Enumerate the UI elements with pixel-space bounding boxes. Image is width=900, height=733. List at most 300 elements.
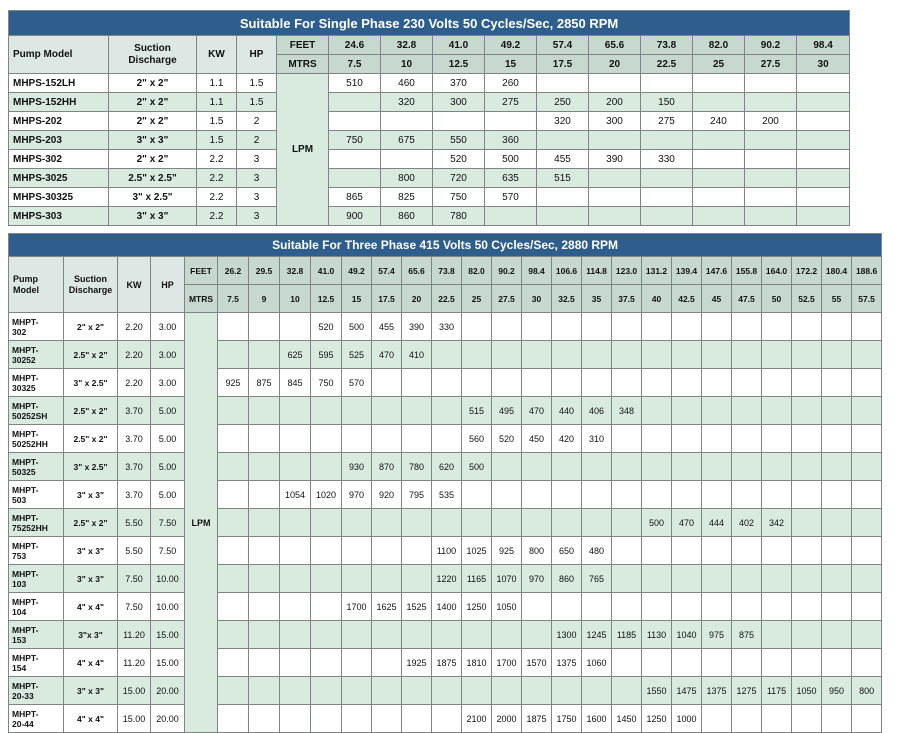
flow-cell: 1275 <box>732 677 762 705</box>
flow-cell <box>311 621 342 649</box>
table-row <box>9 509 882 537</box>
feet-value: 90.2 <box>492 257 522 285</box>
pump-model-cell: MHPS-203 <box>9 131 109 150</box>
suction-discharge-cell: 2" x 2" <box>109 74 197 93</box>
mtrs-value: 25 <box>462 285 492 313</box>
hp-cell: 1.5 <box>237 93 277 112</box>
flow-cell: 975 <box>702 621 732 649</box>
flow-cell <box>612 369 642 397</box>
flow-cell <box>432 705 462 733</box>
suction-discharge-cell: 2" x 2" <box>109 150 197 169</box>
flow-cell: 330 <box>641 150 693 169</box>
flow-cell <box>612 313 642 341</box>
flow-cell <box>762 425 792 453</box>
flow-cell <box>280 677 311 705</box>
flow-cell <box>280 453 311 481</box>
flow-cell <box>642 649 672 677</box>
suction-discharge-cell: 2" x 2" <box>64 313 118 341</box>
col-kw: KW <box>118 257 151 313</box>
feet-label: FEET <box>277 36 329 55</box>
flow-cell: 2100 <box>462 705 492 733</box>
flow-cell <box>589 131 641 150</box>
pump-model-cell: MHPT- 153 <box>9 621 64 649</box>
feet-value: 131.2 <box>642 257 672 285</box>
flow-cell <box>582 593 612 621</box>
flow-cell <box>432 677 462 705</box>
feet-value: 155.8 <box>732 257 762 285</box>
flow-cell <box>522 453 552 481</box>
flow-cell <box>342 565 372 593</box>
flow-cell <box>852 565 882 593</box>
flow-cell <box>762 705 792 733</box>
flow-cell <box>522 481 552 509</box>
flow-cell: 1400 <box>432 593 462 621</box>
kw-cell: 3.70 <box>118 453 151 481</box>
flow-cell: 410 <box>402 341 432 369</box>
flow-cell <box>702 565 732 593</box>
flow-cell <box>641 188 693 207</box>
feet-value: 139.4 <box>672 257 702 285</box>
flow-cell <box>537 74 589 93</box>
three-phase-table <box>8 233 882 733</box>
flow-cell: 825 <box>381 188 433 207</box>
flow-cell: 550 <box>433 131 485 150</box>
flow-cell <box>732 369 762 397</box>
col-suction-discharge: Suction Discharge <box>109 36 197 74</box>
mtrs-value: 17.5 <box>537 55 589 74</box>
pump-model-cell: MHPT- 20-44 <box>9 705 64 733</box>
flow-cell <box>732 453 762 481</box>
flow-cell <box>218 453 249 481</box>
suction-discharge-cell: 3" x 3" <box>64 537 118 565</box>
hp-cell: 1.5 <box>237 74 277 93</box>
pump-model-cell: MHPT- 20-33 <box>9 677 64 705</box>
flow-cell <box>852 369 882 397</box>
flow-cell: 1550 <box>642 677 672 705</box>
flow-cell <box>762 397 792 425</box>
flow-cell <box>852 425 882 453</box>
flow-cell: 650 <box>552 537 582 565</box>
flow-cell: 480 <box>582 537 612 565</box>
flow-cell <box>492 453 522 481</box>
flow-cell <box>522 313 552 341</box>
flow-cell <box>672 481 702 509</box>
flow-cell: 750 <box>329 131 381 150</box>
flow-cell: 1220 <box>432 565 462 593</box>
mtrs-value: 57.5 <box>852 285 882 313</box>
mtrs-value: 22.5 <box>432 285 462 313</box>
flow-cell <box>402 705 432 733</box>
mtrs-value: 10 <box>280 285 311 313</box>
flow-cell <box>372 705 402 733</box>
flow-cell <box>218 565 249 593</box>
flow-cell <box>280 537 311 565</box>
flow-cell <box>693 188 745 207</box>
flow-cell <box>485 207 537 226</box>
flow-cell: 510 <box>329 74 381 93</box>
flow-cell: 330 <box>432 313 462 341</box>
flow-cell: 780 <box>433 207 485 226</box>
flow-cell <box>762 649 792 677</box>
flow-cell: 420 <box>552 425 582 453</box>
flow-cell <box>249 649 280 677</box>
flow-cell <box>402 509 432 537</box>
flow-cell <box>589 74 641 93</box>
flow-cell <box>822 537 852 565</box>
flow-cell <box>852 649 882 677</box>
flow-cell: 460 <box>381 74 433 93</box>
flow-cell <box>792 509 822 537</box>
suction-discharge-cell: 2.5" x 2.5" <box>109 169 197 188</box>
flow-cell <box>589 207 641 226</box>
suction-discharge-cell: 2.5" x 2" <box>64 397 118 425</box>
hp-cell: 10.00 <box>151 593 185 621</box>
feet-value: 65.6 <box>402 257 432 285</box>
feet-value: 41.0 <box>311 257 342 285</box>
flow-cell <box>702 705 732 733</box>
flow-cell <box>822 369 852 397</box>
flow-cell <box>522 369 552 397</box>
flow-cell <box>402 369 432 397</box>
feet-value: 32.8 <box>381 36 433 55</box>
flow-cell <box>612 593 642 621</box>
flow-cell <box>672 593 702 621</box>
feet-value: 49.2 <box>342 257 372 285</box>
flow-cell <box>311 593 342 621</box>
feet-value: 147.6 <box>702 257 732 285</box>
flow-cell <box>485 112 537 131</box>
kw-cell: 2.20 <box>118 313 151 341</box>
flow-cell <box>462 369 492 397</box>
hp-cell: 3.00 <box>151 313 185 341</box>
flow-cell <box>642 341 672 369</box>
feet-value: 26.2 <box>218 257 249 285</box>
table-row <box>9 593 882 621</box>
flow-cell <box>732 705 762 733</box>
mtrs-value: 20 <box>402 285 432 313</box>
flow-cell <box>249 397 280 425</box>
flow-cell <box>822 397 852 425</box>
flow-cell: 320 <box>381 93 433 112</box>
table-row <box>9 481 882 509</box>
flow-cell <box>522 341 552 369</box>
flow-cell <box>797 131 850 150</box>
flow-cell: 500 <box>642 509 672 537</box>
suction-discharge-cell: 4" x 4" <box>64 593 118 621</box>
flow-cell: 455 <box>537 150 589 169</box>
flow-cell: 455 <box>372 313 402 341</box>
suction-discharge-cell: 4" x 4" <box>64 705 118 733</box>
table-row <box>9 369 882 397</box>
flow-cell <box>792 565 822 593</box>
flow-cell <box>582 341 612 369</box>
table-row <box>9 397 882 425</box>
flow-cell: 950 <box>822 677 852 705</box>
flow-cell: 1245 <box>582 621 612 649</box>
feet-value: 57.4 <box>537 36 589 55</box>
flow-cell <box>762 453 792 481</box>
pump-model-cell: MHPT- 75252HH <box>9 509 64 537</box>
flow-cell: 560 <box>462 425 492 453</box>
flow-cell <box>433 112 485 131</box>
flow-cell: 845 <box>280 369 311 397</box>
flow-cell <box>642 425 672 453</box>
suction-discharge-cell: 3" x 2.5" <box>109 188 197 207</box>
pump-model-cell: MHPT- 302 <box>9 313 64 341</box>
flow-cell <box>852 593 882 621</box>
flow-cell <box>432 397 462 425</box>
pump-model-cell: MHPT- 50252SH <box>9 397 64 425</box>
pump-model-cell: MHPS-152HH <box>9 93 109 112</box>
mtrs-value: 27.5 <box>492 285 522 313</box>
flow-cell <box>582 369 612 397</box>
flow-cell <box>792 369 822 397</box>
hp-cell: 20.00 <box>151 677 185 705</box>
flow-cell <box>642 565 672 593</box>
feet-value: 106.6 <box>552 257 582 285</box>
flow-cell: 765 <box>582 565 612 593</box>
flow-cell <box>582 509 612 537</box>
flow-cell <box>462 621 492 649</box>
flow-cell: 470 <box>372 341 402 369</box>
flow-cell <box>218 677 249 705</box>
flow-cell: 860 <box>552 565 582 593</box>
flow-cell: 300 <box>589 112 641 131</box>
flow-cell: 300 <box>433 93 485 112</box>
feet-value: 32.8 <box>280 257 311 285</box>
flow-cell <box>642 453 672 481</box>
flow-cell <box>329 150 381 169</box>
flow-cell <box>641 207 693 226</box>
flow-cell <box>852 481 882 509</box>
flow-cell: 500 <box>462 453 492 481</box>
kw-cell: 15.00 <box>118 705 151 733</box>
kw-cell: 11.20 <box>118 621 151 649</box>
table-row <box>9 188 850 207</box>
flow-cell <box>582 453 612 481</box>
table-row <box>9 649 882 677</box>
flow-cell <box>372 565 402 593</box>
flow-cell <box>218 341 249 369</box>
kw-cell: 3.70 <box>118 425 151 453</box>
flow-cell <box>762 481 792 509</box>
flow-cell <box>552 313 582 341</box>
flow-cell <box>432 341 462 369</box>
flow-cell <box>762 537 792 565</box>
mtrs-value: 30 <box>797 55 850 74</box>
flow-cell <box>762 369 792 397</box>
hp-cell: 5.00 <box>151 453 185 481</box>
flow-cell: 150 <box>641 93 693 112</box>
flow-cell: 1050 <box>492 593 522 621</box>
flow-cell <box>402 677 432 705</box>
hp-cell: 3.00 <box>151 369 185 397</box>
table-row <box>9 313 882 341</box>
flow-cell: 1475 <box>672 677 702 705</box>
flow-cell <box>672 537 702 565</box>
flow-cell: 930 <box>342 453 372 481</box>
flow-cell <box>797 150 850 169</box>
flow-cell <box>762 313 792 341</box>
unit-lpm: LPM <box>277 74 329 226</box>
flow-cell <box>792 397 822 425</box>
flow-cell: 444 <box>702 509 732 537</box>
flow-cell <box>402 397 432 425</box>
flow-cell <box>218 621 249 649</box>
kw-cell: 1.1 <box>197 93 237 112</box>
flow-cell <box>372 677 402 705</box>
mtrs-value: 40 <box>642 285 672 313</box>
mtrs-value: 12.5 <box>311 285 342 313</box>
single-phase-table <box>8 10 850 226</box>
pump-model-cell: MHPS-202 <box>9 112 109 131</box>
flow-cell: 925 <box>218 369 249 397</box>
kw-cell: 1.5 <box>197 112 237 131</box>
table-row <box>9 453 882 481</box>
flow-cell <box>612 565 642 593</box>
flow-cell <box>702 481 732 509</box>
flow-cell <box>218 705 249 733</box>
feet-value: 123.0 <box>612 257 642 285</box>
flow-cell: 1810 <box>462 649 492 677</box>
suction-discharge-cell: 3" x 3" <box>109 207 197 226</box>
flow-cell <box>702 453 732 481</box>
flow-cell: 1250 <box>462 593 492 621</box>
pump-model-cell: MHPT- 154 <box>9 649 64 677</box>
flow-cell <box>702 313 732 341</box>
flow-cell <box>249 509 280 537</box>
flow-cell <box>797 188 850 207</box>
flow-cell <box>372 649 402 677</box>
flow-cell <box>552 369 582 397</box>
flow-cell <box>280 313 311 341</box>
kw-cell: 2.2 <box>197 150 237 169</box>
mtrs-value: 45 <box>702 285 732 313</box>
table-row <box>9 705 882 733</box>
flow-cell <box>822 425 852 453</box>
flow-cell <box>745 150 797 169</box>
flow-cell: 860 <box>381 207 433 226</box>
table-row <box>9 565 882 593</box>
flow-cell <box>462 313 492 341</box>
hp-cell: 3 <box>237 150 277 169</box>
table-row <box>9 131 850 150</box>
flow-cell <box>745 207 797 226</box>
mtrs-value: 50 <box>762 285 792 313</box>
feet-value: 82.0 <box>462 257 492 285</box>
table-row <box>9 74 850 93</box>
flow-cell <box>462 341 492 369</box>
flow-cell <box>612 537 642 565</box>
flow-cell <box>852 341 882 369</box>
flow-cell <box>402 565 432 593</box>
flow-cell: 675 <box>381 131 433 150</box>
table-row <box>9 112 850 131</box>
flow-cell <box>522 677 552 705</box>
flow-cell <box>822 565 852 593</box>
mtrs-value: 55 <box>822 285 852 313</box>
suction-discharge-cell: 3" x 2.5" <box>64 369 118 397</box>
flow-cell <box>589 188 641 207</box>
flow-cell <box>852 453 882 481</box>
mtrs-value: 7.5 <box>329 55 381 74</box>
flow-cell <box>280 425 311 453</box>
flow-cell <box>342 509 372 537</box>
table-row <box>9 537 882 565</box>
flow-cell <box>822 453 852 481</box>
flow-cell <box>432 369 462 397</box>
table-row <box>9 169 850 188</box>
kw-cell: 5.50 <box>118 509 151 537</box>
flow-cell: 470 <box>672 509 702 537</box>
flow-cell: 1525 <box>402 593 432 621</box>
flow-cell: 390 <box>402 313 432 341</box>
flow-cell <box>582 677 612 705</box>
flow-cell <box>280 593 311 621</box>
flow-cell: 525 <box>342 341 372 369</box>
col-kw: KW <box>197 36 237 74</box>
flow-cell <box>522 593 552 621</box>
flow-cell <box>492 481 522 509</box>
flow-cell: 1700 <box>342 593 372 621</box>
flow-cell <box>792 481 822 509</box>
flow-cell <box>852 313 882 341</box>
flow-cell <box>822 705 852 733</box>
flow-cell <box>552 677 582 705</box>
flow-cell <box>745 93 797 112</box>
mtrs-value: 35 <box>582 285 612 313</box>
feet-value: 188.6 <box>852 257 882 285</box>
flow-cell <box>462 677 492 705</box>
flow-cell <box>218 593 249 621</box>
flow-cell: 1750 <box>552 705 582 733</box>
flow-cell <box>280 509 311 537</box>
hp-cell: 5.00 <box>151 481 185 509</box>
flow-cell: 2000 <box>492 705 522 733</box>
kw-cell: 15.00 <box>118 677 151 705</box>
flow-cell <box>492 509 522 537</box>
col-pump-model: Pump Model <box>9 257 64 313</box>
flow-cell <box>372 537 402 565</box>
flow-cell <box>792 705 822 733</box>
flow-cell: 260 <box>485 74 537 93</box>
flow-cell <box>852 509 882 537</box>
flow-cell <box>702 397 732 425</box>
flow-cell: 635 <box>485 169 537 188</box>
flow-cell <box>218 425 249 453</box>
flow-cell: 406 <box>582 397 612 425</box>
flow-cell <box>249 677 280 705</box>
col-suction-discharge: Suction Discharge <box>64 257 118 313</box>
flow-cell <box>732 313 762 341</box>
flow-cell <box>552 341 582 369</box>
flow-cell <box>732 565 762 593</box>
flow-cell <box>462 481 492 509</box>
mtrs-value: 9 <box>249 285 280 313</box>
kw-cell: 2.20 <box>118 341 151 369</box>
flow-cell <box>612 649 642 677</box>
hp-cell: 20.00 <box>151 705 185 733</box>
flow-cell <box>822 509 852 537</box>
flow-cell <box>311 649 342 677</box>
table-row <box>9 93 850 112</box>
pump-model-cell: MHPS-303 <box>9 207 109 226</box>
flow-cell <box>537 188 589 207</box>
flow-cell <box>402 425 432 453</box>
suction-discharge-cell: 4" x 4" <box>64 649 118 677</box>
flow-cell <box>280 705 311 733</box>
flow-cell: 620 <box>432 453 462 481</box>
